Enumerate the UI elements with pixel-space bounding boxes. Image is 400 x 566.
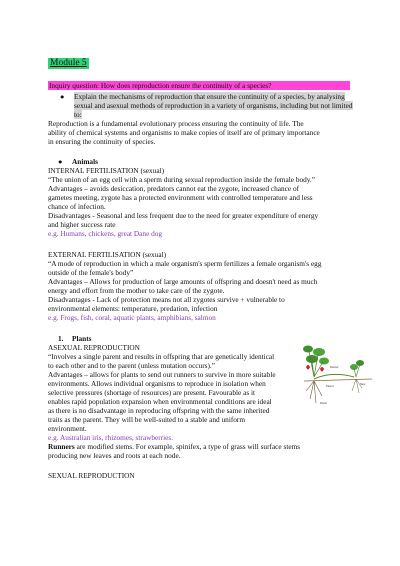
section-title: EXTERNAL FERTILISATION (sexual) (48, 250, 167, 259)
example-line: e.g. Humans, chickens, great Dane dog (48, 229, 163, 238)
text-line: Advantages – avoids desiccation, predators cannot eat the zygote, increased chance of (48, 184, 300, 193)
text-line: and higher success rate (48, 220, 116, 229)
intro-paragraph (48, 119, 354, 146)
asexual-reproduction-section (48, 343, 298, 442)
text-line: outside of the female's body” (48, 268, 134, 277)
example-line: e.g. Australian iris, rhizomes, strawberries. (48, 433, 174, 442)
bullet-dot-icon: ● (58, 157, 63, 166)
text-line: environments. Allows individual organisms to reproduce in isolation when (48, 379, 266, 388)
outcome-text: Explain the mechanisms of reproduction that ensure the continuity of a species, by analysing sexual and asexual methods of reproduction in a variety of organisms, including but not limited to: (74, 92, 353, 119)
text-line: “A mode of reproduction in which a male organism's sperm fertilizes a female organism's egg (48, 259, 322, 268)
text-line: environment. (48, 424, 87, 433)
text-line: as there is no disadvantage in reproducing offspring with the same inherited (48, 406, 270, 415)
list-number: 1. (58, 334, 64, 343)
intro-line: Reproduction is a fundamental evolutionary process ensuring the continuity of life. The (48, 119, 304, 128)
section-title: INTERNAL FERTILISATION (sexual) (48, 166, 165, 175)
image-label: New (360, 383, 366, 386)
image-label: Runner (330, 366, 339, 369)
intro-line: ability of chemical systems and organisms to make copies of itself are of primary importance (48, 128, 320, 137)
text-line: Advantages – allows for plants to send out runners to survive in more suitable (48, 370, 276, 379)
sexual-reproduction-heading: SEXUAL REPRODUCTION (48, 471, 135, 480)
runners-paragraph (48, 442, 354, 460)
text-line: to each other and to the parent (unless mutation occurs).” (48, 361, 215, 370)
text-line: energy and effort from the mother to take care of the zygote. (48, 286, 225, 295)
module-title: Module 5 (50, 58, 87, 68)
text-line: “The union of an egg cell with a sperm during sexual reproduction inside the female body.” (48, 175, 315, 184)
text-line: chance of infection. (48, 202, 106, 211)
runners-text: are modified stems. For example, spinifex, a type of grass will surface stems (74, 442, 301, 451)
image-label: Roots (320, 402, 327, 405)
text-line: Advantages – Allows for production of large amounts of offspring and doesn't need as much (48, 277, 318, 286)
internal-fertilisation-section (48, 166, 354, 238)
section-title: ASEXUAL REPRODUCTION (48, 343, 140, 352)
text-line: Disadvantages - Lack of protection means not all zygotes survive + vulnerable to (48, 295, 285, 304)
text-line: environmental elements: temperature, predation, infection (48, 304, 218, 313)
runners-text-2: producing new leaves and roots at each node. (48, 451, 181, 460)
text-line: selective pressures (shortage of resources) are present. Favourable as it (48, 388, 256, 397)
text-line: Disadvantages - Seasonal and less frequent due to the need for greater expenditure of energy (48, 211, 319, 220)
text-line: enables rapid population expansion when environmental conditions are ideal (48, 397, 272, 406)
runners-label: Runners (48, 442, 75, 451)
external-fertilisation-section (48, 250, 354, 322)
image-label: Parent (326, 385, 334, 388)
text-line: traits as the parent. They will be well-suited to a stable and uniform (48, 415, 246, 424)
intro-line: in ensuring the continuity of species. (48, 137, 156, 146)
bullet-dot-icon: ● (60, 92, 65, 101)
text-line: gametes meeting, zygote has a protected environment with controlled temperature and less (48, 193, 313, 202)
inquiry-question: Inquiry question: How does reproduction ensure the continuity of a species? (48, 81, 350, 90)
document-page: Module 5 Inquiry question: How does reproduction ensure the continuity of a species? ● Explain the mechanisms of reproduction that ensure the continuity of a species, by analysing sexual and asexual methods of reproduction in a variety of organisms, including but not limited to: Reproduction is a fundamental evolutionary process ensuring the continuity of life. The ability of chemical systems and organisms to make copies of itself are of primary importance in ensuring the continuity of species. ● Animals INTERNAL FERTILISATION (sexual) “The union of an egg cell with a sperm during sexual reproduction inside the female body.” Advantages – avoids desiccation, predators cannot eat the zygote, increased chance of gametes meeting, zygote has a protected environment with controlled temperature and less chance of infection. Disadvantages - Seasonal and less frequent due to the need for greater expenditure of energy and higher success rate e.g. Humans, chickens, great Dane dog EXTERNAL FERTILISATION (sexual) “A mode of reproduction in which a male organism's sperm fertilizes a female organism's egg outside of the female's body” Advantages – Allows for production of large amounts of offspring and doesn't need as much energy and effort from the mother to take care of the zygote. Disadvantages - Lack of protection means not all zygotes survive + vulnerable to environmental elements: temperature, predation, infection e.g. Frogs, fish, coral, aquatic plants, amphibians, salmon 1. Plants ASEXUAL REPRODUCTION “Involves a single parent and results in offspring that are genetically identical to each other and to the parent (unless mutation occurs).” Advantages – allows for plants to send out runners to survive in more suitable environments. Allows individual organisms to reproduce in isolation when selective pressures (shortage of resources) are present. Favourable as it enables rapid population expansion when environmental conditions are ideal as there is no disadvantage in reproducing offspring with the same inherited traits as the parent. They will be well-suited to a stable and uniform environment. e.g. Australian iris, rhizomes, strawberries. Runners are modified stems. For example, spinifex, a type of grass will surface stems producing new leaves and roots at each node. SEXUAL REPRODUCTION Runner Parent New Roots (0, 0, 400, 566)
text-line: “Involves a single parent and results in offspring that are genetically identical (48, 352, 275, 361)
strawberry-plant-illustration (302, 341, 374, 411)
example-line: e.g. Frogs, fish, coral, aquatic plants, amphibians, salmon (48, 313, 216, 322)
